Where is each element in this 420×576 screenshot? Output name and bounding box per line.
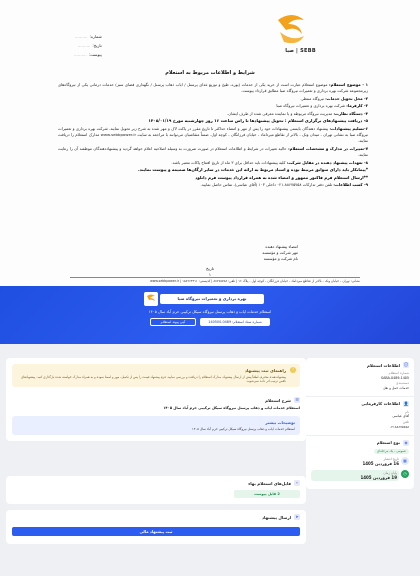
document-icon: ☰: [295, 397, 299, 403]
copy-link-button[interactable]: کپی پیوند استعلام: [150, 318, 196, 326]
tender-type-badge: عمومی - یک مرحله‌ای: [374, 449, 409, 454]
submit-bid-button[interactable]: ثبت پیشنهاد مالی: [12, 527, 300, 536]
tender-content: [0, 344, 420, 576]
bid-guide-alert: ! راهنمای ثبت پیشنهاد پیشنهاددهنده محترم، لطفاً پیش از ارسال پیشنهاد، مدارک استعلام را دریافت و بررسی نمایید. فرم پیشنهاد قیمت را پس از تکمیل، مهر و امضا نموده و به همراه مدارک خواسته شده بارگذاری کنید. پیشنهادهای ناقص ترتیب اثر داده نمی‌شوند.: [12, 364, 300, 387]
logo-text: SEBB | صبا: [285, 48, 316, 54]
clause-1: ۱ - موضوع استعلام: موضوع استعلام عبارت است از خرید یکی از خدمات (پوره، طبخ و توزیع غذای پرسنل / ایاب ذهاب پرسنل / نگهداری فضای سبز) خدمات درمانی یکی از نیروگاه‌های زیرمجموعه شرکت بهره برداری و تعمیرات نیروگاه صبا مطابق قرارداد پیوست.: [58, 82, 368, 94]
signature-block: امضاء پیشنهاد دهنده مهر شرکت و مؤسسه نام شرکت و مؤسسه: [262, 244, 298, 261]
saba-logo-icon: [270, 12, 312, 48]
letter-meta: [74, 32, 102, 59]
tender-sidebar: [306, 358, 414, 489]
send-bid-card: [6, 510, 306, 544]
meta-number: شماره:..........: [74, 34, 102, 39]
tender-description-card: [6, 358, 306, 441]
type-section: ◈ نوع استعلام عمومی - یک مرحله‌ای ▦ تاریخ انتشار 16 فروردین 1405 ◷ پایان زمان 19 فروردین 1405: [306, 436, 414, 489]
note-1: *پیمانکار باید دارای سوابق مرتبط بوده و اسناد مربوط به ارائه این خدمات در سایر ارگان‌ها ضمیمه و پیوست نمایند.: [138, 167, 368, 173]
phone-link[interactable]: ۰۲۱۸۸۶۷۵۷۵۸: [389, 424, 409, 429]
document-footer: نشانی: تهران - خیابان ونک - بالاتر از تقاطع میرداماد - خیابان فرزانگان - کوچه اول - پلاک ۱۶ | تلفن: ۸۸۶۷۵۷۵۸ | کدپستی: ۱۵۸۹۶۴۳۱۱ | www.sebbpower.ir: [70, 277, 360, 283]
tender-title: استعلام خدمات ایاب و ذهاب پرسنل نیروگاه سیکل ترکیبی خرم آباد سال ۱۴۰۵: [148, 309, 272, 314]
clause-3: ۳- کارفرما: شرکت بهره برداری و تعمیرات نیروگاه صبا: [276, 103, 368, 109]
note-2: **ارسال استعلام فرم فاکتور ممهور و امضاء شده به همراه قرارداد پیوست فرم دانلود: [195, 174, 368, 180]
document-title: شرایط و اطلاعات مربوط به استعلام: [165, 70, 255, 76]
meta-attachment: پیوست:..........: [74, 52, 102, 57]
clause-7: ۷-تغییرات در مدارک و مشخصات استعلام: حالیه تغییرات در شرایط و اطلاعات استعلام در صورت ضرورت به وسیله اصلاحیه اعلام خواهد گردید و پیشنهاددهندگان موظفند آن را رعایت نمایند.: [58, 145, 368, 158]
tender-timeline: [311, 457, 409, 481]
page-number: ۱: [208, 272, 212, 277]
timeline-deadline: ◷ پایان زمان 19 فروردین 1405: [311, 470, 399, 481]
clause-9: ۹- کسب اطلاعات: تلفن دفتر تدارکات ۸۸۶۷۵۷۵۸-۰۲۱ داخلی ۱۰۳ (آقای عباسی)، تماس حاصل نمایید.: [200, 182, 368, 188]
organization-logo-icon: [144, 292, 158, 306]
attachments-button[interactable]: 2 فایل پیوست: [234, 490, 300, 498]
clause-2: ۲- محل تحویل خدمات: نیروگاه منتظر.: [300, 95, 368, 101]
send-icon: ➤: [295, 514, 299, 519]
tender-banner: [0, 286, 420, 344]
document-body: [58, 82, 368, 190]
organization-name: بهره برداری و تعمیرات نیروگاه صبا: [160, 294, 264, 304]
clause-4: ۴- دستگاه نظارت: مدیریت نیروگاه مربوطه و یا نماینده معرفی شده از طرف ایشان.: [227, 110, 368, 116]
info-icon: ⓘ: [404, 362, 408, 367]
tag-icon: ◈: [404, 439, 408, 445]
description-heading: ☰ شرح استعلام: [265, 397, 299, 403]
meta-date: تاریخ:..........: [77, 43, 102, 48]
date-label: تاریخ: [206, 266, 214, 271]
paperclip-icon: ⌁: [295, 480, 299, 485]
tender-code-badge[interactable]: شماره ستاد استعلام: 0489-140500: [200, 318, 270, 326]
contact-section: 👤 اطلاعات کارفرمایی نام آقای عباسی تلفن ۰۲۱۸۸۶۷۵۷۵۸: [306, 397, 414, 436]
info-section: ⓘ اطلاعات استعلام شماره استعلام SABA-0489-1405 دسته‌بندی خدمات حمل و نقل: [306, 358, 414, 397]
calendar-icon: ▦: [401, 457, 409, 465]
more-info-box: توضیحات بیشتر استعلام خدمات ایاب و ذهاب پرسنل نیروگاه سیکل ترکیبی خرم آباد سال ۱۴۰۵: [12, 416, 300, 435]
send-heading: ➤ ارسال پیشنهاد: [261, 514, 299, 520]
files-heading: ⌁ فایل‌های استعلام بهاء: [248, 480, 299, 486]
clock-icon: ◷: [401, 470, 409, 478]
description-text: استعلام خدمات ایاب و ذهاب پرسنل نیروگاه سیکل ترکیبی خرم آباد سال ۱۴۰۵: [163, 406, 300, 411]
user-icon: 👤: [403, 400, 409, 406]
warning-icon: !: [290, 367, 296, 373]
tender-files-card: [6, 476, 306, 504]
clause-5: ۵- دریافت پیشنهادهای برگزاری استعلام : تحویل پیشنهادها تا راس ساعت ۱۶ روز چهارشنبه مورخ ۱۴۰۵/۰۱/۱۹: [148, 118, 368, 124]
tender-document-scan: [0, 0, 420, 286]
timeline-start: ▦ تاریخ انتشار 16 فروردین 1405: [311, 457, 399, 466]
clause-6: ۶-تسلیم پیشنهادات: پیشنهاد دهندگان بایستی پیشنهادات خود را پس از مهر و امضاء حداکثر تا تاریخ مقرر در پاکت لاک و مهر شده به شرح زیر تحویل نمایند. شرکت بهره برداری و تعمیرات نیروگاه صبا به نشانی تهران - میدان ونک - بالاتر از تقاطع میرداماد - خیابان فرزانگان - کوچه اول. ضمناً متقاضیان می‌توانند با مراجعه به سایت www.sebbpower.ir مدارک استعلام را دریافت نمایند.: [58, 125, 368, 144]
clause-8: ۸- تعهدات پیشنهاد دهنده در مقابل شرکت: کلیه پیشنهادات باید حداقل برای ۳ ماه از تاریخ افتتاح پاکات معتبر باشد.: [171, 159, 368, 165]
